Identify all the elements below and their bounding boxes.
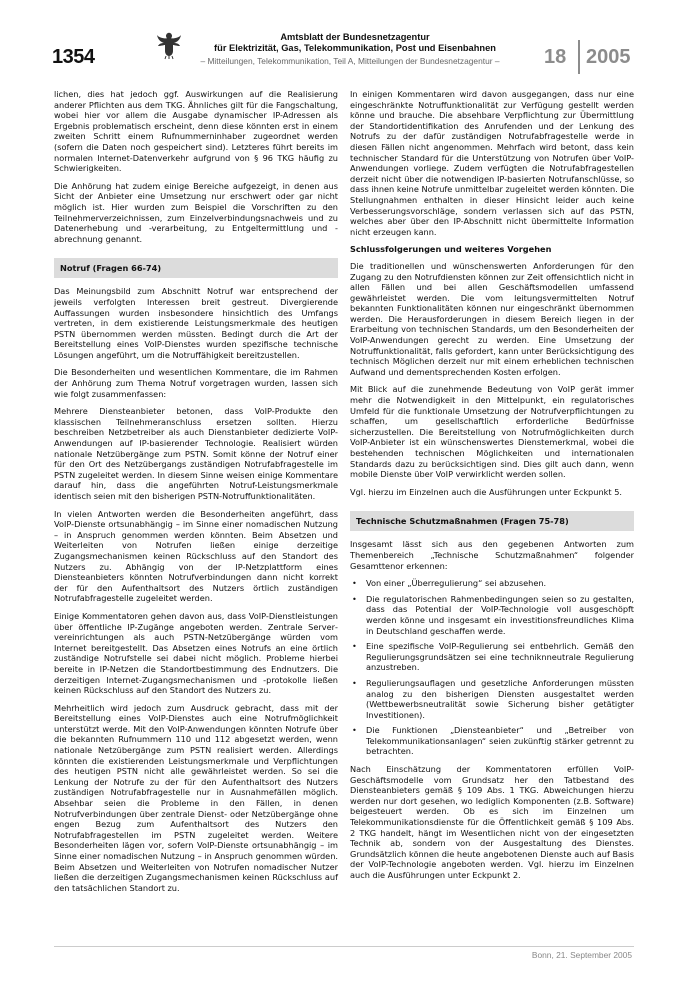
gazette-title: Amtsblatt der Bundesnetzagentur <box>280 32 430 42</box>
bullet-list <box>350 578 634 757</box>
list-item <box>350 678 634 720</box>
issue-divider <box>578 40 580 74</box>
paragraph: In vielen Antworten werden die Besonderheiten angeführt, dass VoIP-Dienste ortsunabhängig – im Sinne einer nomadischen Nutzung – in Anspruch genommen werden könnten. Beim Absetzen und Weiterleiten von Notrufen ließen einige derzeitige Zugangsmechanismen keinen Rückschluss auf den Standort des Nutzers zu. Abhängig von der IP-Netzplattform eines Diensteanbieters könnten Notrufverbindungen dann nicht korrekt der für den Aufenthaltsort des Nutzers örtlich zuständigen Notrufabfragestelle zugeleitet werden. <box>54 508 338 604</box>
paragraph: Das Meinungsbild zum Abschnitt Notruf war entsprechend der jeweils verfolgten Interessen breit gestreut. Divergierende Auffassungen wurden insbesondere hinsichtlich des Umfangs vertreten, in dem existierende Leistungsmerkmale des heutigen PSTN übernommen werden müssten. Bedingt durch die Art der Bereitstellung eines VoIP-Dienstes wurden spezifische technische Lösungen angeführt, um die Notruffähigkeit bereitzustellen. <box>54 286 338 360</box>
paragraph: In einigen Kommentaren wird davon ausgegangen, dass nur eine eingeschränkte Notruffunktionalität zur Verfügung gestellt werden könne und brauche. Die absehbare Verpflichtung zur Übermittlung der Standortidentifikation des Anrufenden und der Lenkung des Notrufs zu der dafür zuständigen Notrufabfragestelle werde in diesen Fällen nicht angenommen. Mehrfach wird betont, dass kein technischer Standard für die Unterstützung von Notrufen über VoIP-Anwendungen vorliege. Zudem verfügten die Notrufabfragestellen derzeit nicht über die notwendigen IP-basierten Notrufanschlüsse, so dass ihnen keine Notrufe unmittelbar zugeleitet werden könnten. Die Stellungnahmen enthalten in dieser Hinsicht leider auch keine Verbesserungsvorschläge, sondern verlassen sich auf das PSTN, welches aber über den IP-Abschnitt nicht übermittelte Information nicht erzeugen kann. <box>350 89 634 237</box>
footer-date: Bonn, 21. September 2005 <box>531 950 632 960</box>
paragraph: Die Anhörung hat zudem einige Bereiche aufgezeigt, in denen aus Sicht der Anbieter eine Umsetzung nur erschwert oder gar nicht möglich ist. Hier wurden zum Beispiel die Vorschriften zu den Teilnehmerverzeichnissen, zum Einzelverbindungsnachweis und zu Datenerhebung und -verarbeitung, zu Entgeltermittlung und -abrechnung genannt. <box>54 180 338 244</box>
footer-divider <box>54 946 634 947</box>
list-item <box>350 641 634 673</box>
list-item-text: Eine spezifische VoIP-Regulierung sei entbehrlich. Gemäß den Regulierungsgrundsätzen sei eine techniknneutrale Regulierung anzustreben. <box>366 641 634 673</box>
list-item-text: Regulierungsauflagen und gesetzliche Anforderungen müssten analog zu den bisherigen Diensten ausgestaltet werden (Wettbewerbsneutralität sowie Sicherung bisher getätigter Investitionen). <box>366 677 634 720</box>
issue-year: 2005 <box>586 46 631 68</box>
section-subtitle: – Mitteilungen, Telekommunikation, Teil A, Mitteilungen der Bundesnetzagentur – <box>200 56 500 66</box>
bullet-icon: • <box>352 677 357 688</box>
gazette-subtitle: für Elektrizität, Gas, Telekommunikation, Post und Eisenbahnen <box>214 43 496 53</box>
paragraph: Die Besonderheiten und wesentlichen Kommentare, die im Rahmen der Anhörung zum Thema Notruf vorgetragen wurden, lassen sich wie folgt zusammenfassen: <box>54 367 338 399</box>
section-heading-notruf: Notruf (Fragen 66-74) <box>54 258 338 278</box>
paragraph: Nach Einschätzung der Kommentatoren erfüllen VoIP-Geschäftsmodelle vom Grundsatz her den Tatbestand des Diensteanbieters gemäß § 109 Abs. 1 TKG. Abweichungen hierzu werden nur dort gesehen, wo lediglich Komponenten (z.B. Software) beigesteuert werden. Ob es sich im Einzelnen um Telekommunikationsdienste für die Öffentlichkeit gemäß § 109 Abs. 2 TKG handelt, hängt im Wesentlichen nicht von der eingesetzten Technik ab, sondern von der Ausgestaltung des Dienstes. Grundsätzlich können die heute angebotenen Dienste auch auf Basis der VoIP-Technologie angeboten werden. Vgl. hierzu im Einzelnen auch die Ausführungen unter Eckpunkt 2. <box>350 764 634 880</box>
page-number: 1354 <box>52 46 95 68</box>
paragraph: Vgl. hierzu im Einzelnen auch die Ausführungen unter Eckpunkt 5. <box>350 486 623 497</box>
bullet-icon: • <box>352 641 357 652</box>
paragraph: Die traditionellen und wünschenswerten Anforderungen für den Zugang zu den Notrufdiensten können zur Zeit offensichtlich nicht in allen Fällen und bei allen Geschäftsmodellen umfassend gewährleistet werden. Die vom leitungsvermittelten Notruf bekannten Funktionalitäten können nur eingeschränkt übernommen werden. Die Herausforderungen in diesem Bereich liegen in der Erarbeitung von technischen Standards, um den Besonderheiten der VoIP-Anwendungen gerecht zu werden. Eine Umsetzung der Notruffunktionalität, falls gefordert, kann unter Berücksichtigung des technisch Möglichen derzeit nur mit einem erheblichen technischen Aufwand und dementsprechenden Kosten erfolgen. <box>350 260 634 377</box>
list-item <box>350 594 634 636</box>
list-item-text: Von einer „Überregulierung“ sei abzusehen. <box>366 578 547 589</box>
bullet-icon: • <box>352 725 357 736</box>
paragraph: Mehrheitlich wird jedoch zum Ausdruck gebracht, dass mit der Bereitstellung eines VoIP-Dienstes auch eine Notrufmöglichkeit unterstützt werde. Mit den VoIP-Anwendungen könnten Notrufe über die bekannten Rufnummern 110 und 112 abgesetzt werden, wenn nationale Netzübergänge zum PSTN realisiert werden. Allerdings könnten die existierenden Leistungsmerkmale und Verpflichtungen des heutigen PSTN nicht alle gewährleistet werden. So sei die Lenkung der Notrufe zu der für den Aufenthaltsort des Nutzers zuständigen Notrufabfragestelle nur in Ausnahmefällen möglich. Absehbar seien die Probleme in den Fällen, in denen Notrufverbindungen über zentrale Dienst- oder Netzübergänge ohne engen Bezug zum Aufenthaltsort des Nutzers den Notrufabfragestellen im PSTN zugeleitet werden. Weitere Besonderheiten lägen vor, sofern VoIP-Dienste ortsunabhängig – im Sinne einer nomadischen Nutzung – in Anspruch genommen würden. Beim Absetzen und Weiterleiten von Notrufen nomadischer Nutzer ließen die derzeitigen Zugangsmechanismen keinen Rückschluss auf den tatsächlichen Standort zu. <box>54 702 338 893</box>
section-heading-schutzmassnahmen: Technische Schutzmaßnahmen (Fragen 75-78) <box>350 511 634 531</box>
list-item <box>350 578 634 589</box>
paragraph: Insgesamt lässt sich aus den gegebenen Antworten zum Themenbereich „Technische Schutzmaßnahmen“ folgender Gesamttenor erkennen: <box>350 539 634 571</box>
page-header <box>0 0 700 80</box>
list-item <box>350 725 634 757</box>
list-item-text: Die regulatorischen Rahmenbedingungen seien so zu gestalten, dass das Potential der VoIP-Technologie voll ausgeschöpft werden könne und insgesamt ein investitionsfreundliches Klima in Deutschland geschaffen werde. <box>366 593 634 636</box>
paragraph: Mehrere Diensteanbieter betonen, dass VoIP-Produkte den klassischen Teilnehmeranschluss ersetzen sollten. Hierzu beschreiben Netzbetreiber als auch Dienstanbieter dedizierte VoIP-Anwendungen auf IP-basierender Technologie. Realisiert würden nationale Netzübergänge zum PSTN. Somit könne der Notruf einer für den Ort des Netzübergangs zuständigen Notrufabfragestelle im PSTN zugeleitet werden. In diesem Sinne weisen einige Kommentare darauf hin, dass die angeführten Notruf-Leistungsmerkmale identisch seien mit den bisherigen PSTN-Notruffunktionalitäten. <box>54 406 338 501</box>
issue-number: 18 <box>544 46 567 68</box>
paragraph: Einige Kommentatoren gehen davon aus, dass VoIP-Dienstleistungen über öffentliche IP-Zugänge angeboten werden. Zentrale Serververeinrichtungen als auch PSTN-Netzübergänge würden vom Internet bereitgestellt. Das Absetzen eines Notrufs an eine örtlich zuständige Notrufstelle sei dabei nicht möglich. Probleme hierbei bereite in IP-Netzen die Standortbestimmung des Endnutzers. Die derzeitigen Internet-Zugangsmechanismen und -protokolle ließen keinen Rückschluss auf den Standort des Nutzers zu. <box>54 610 338 696</box>
bullet-icon: • <box>352 578 357 589</box>
subheading-schlussfolgerungen: Schlussfolgerungen und weiteres Vorgehen <box>350 244 552 255</box>
right-column <box>350 89 634 888</box>
paragraph: lichen, dies hat jedoch ggf. Auswirkungen auf die Realisierung anderer Pflichten aus dem TKG. Ähnliches gilt für die Fangschaltung, wobei hier vor allem die Ausgabe dynamischer IP-Adressen als Ergebnis problematisch erscheint, denn diese könnten erst in einem zweiten Schritt einem Rufnummerninhaber zugeordnet werden (sofern die Daten noch gespeichert sind). Letzteres führt bereits im normalen Internet-Datenverkehr aufgrund von § 96 TKG häufig zu Schwierigkeiten. <box>54 89 338 174</box>
bullet-icon: • <box>352 593 357 604</box>
left-column <box>54 89 338 900</box>
paragraph: Mit Blick auf die zunehmende Bedeutung von VoIP gerät immer mehr die Notwendigkeit in den Mittelpunkt, ein regulatorisches Umfeld für die funktionale Umsetzung der Notrufverpflichtungen zu schaffen, um gesellschaftlich erforderliche Bedürfnisse sicherzustellen. Die Bereitstellung von Notrufmöglichkeiten durch VoIP-Anbieter ist ein wünschenswertes Dienstemerkmal, wobei die bestehenden technischen Möglichkeiten und internationalen Standards dazu zu berücksichtigen sind. Dies gilt auch dann, wenn mobile Dienste über VoIP verwirklicht werden sollen. <box>350 384 634 480</box>
list-item-text: Die Funktionen „Diensteanbieter“ und „Betreiber von Telekommunikationsanlagen“ seien zukünftig stärker getrennt zu betrachten. <box>366 725 634 757</box>
